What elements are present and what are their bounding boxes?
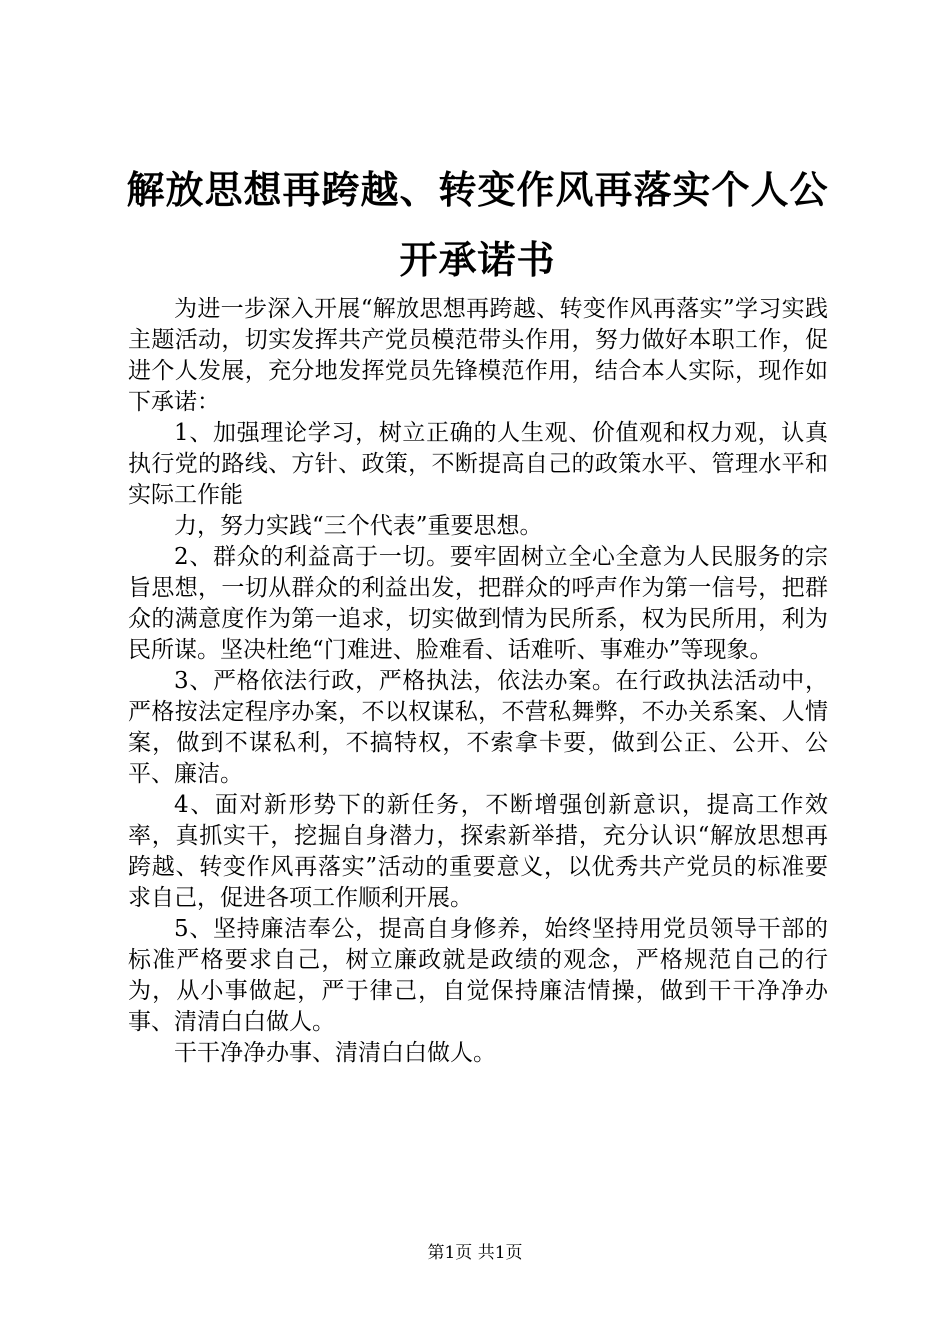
- page-number-footer: 第1页 共1页: [427, 1243, 523, 1263]
- document-body: [128, 294, 828, 1069]
- commitment-1-continuation: 力，努力实践“三个代表”重要思想。: [174, 513, 543, 539]
- closing-paragraph: 干干净净办事、清清白白做人。: [174, 1040, 496, 1066]
- commitment-3-paragraph: 3、严格依法行政，严格执法，依法办案。在行政执法活动中，严格按法定程序办案，不以权谋私，不营私舞弊，不办关系案、人情案，做到不谋私利，不搞特权，不索拿卡要，做到公正、公开、公平、廉洁。: [128, 668, 828, 787]
- commitment-4-paragraph: 4、面对新形势下的新任务，不断增强创新意识，提高工作效率，真抓实干，挖掘自身潜力，探索新举措，充分认识“解放思想再跨越、转变作风再落实”活动的重要意义，以优秀共产党员的标准要求自己，促进各项工作顺利开展。: [128, 792, 828, 911]
- commitment-5-paragraph: 5、坚持廉洁奉公，提高自身修养，始终坚持用党员领导干部的标准严格要求自己，树立廉政就是政绩的观念，严格规范自己的行为，从小事做起，严于律己，自觉保持廉洁情操，做到干干净净办事、清清白白做人。: [128, 916, 828, 1035]
- document-title: 解放思想再跨越、转变作风再落实个人公开承诺书: [126, 168, 829, 282]
- commitment-1-paragraph: 1、加强理论学习，树立正确的人生观、价值观和权力观，认真执行党的路线、方针、政策，不断提高自己的政策水平、管理水平和实际工作能: [128, 420, 828, 508]
- commitment-2-paragraph: 2、群众的利益高于一切。要牢固树立全心全意为人民服务的宗旨思想，一切从群众的利益出发，把群众的呼声作为第一信号，把群众的满意度作为第一追求，切实做到情为民所系，权为民所用，利为民所谋。坚决杜绝“门难进、脸难看、话难听、事难办”等现象。: [128, 544, 828, 663]
- intro-paragraph: 为进一步深入开展“解放思想再跨越、转变作风再落实”学习实践主题活动，切实发挥共产党员模范带头作用，努力做好本职工作，促进个人发展，充分地发挥党员先锋模范作用，结合本人实际，现作如下承诺：: [128, 296, 828, 415]
